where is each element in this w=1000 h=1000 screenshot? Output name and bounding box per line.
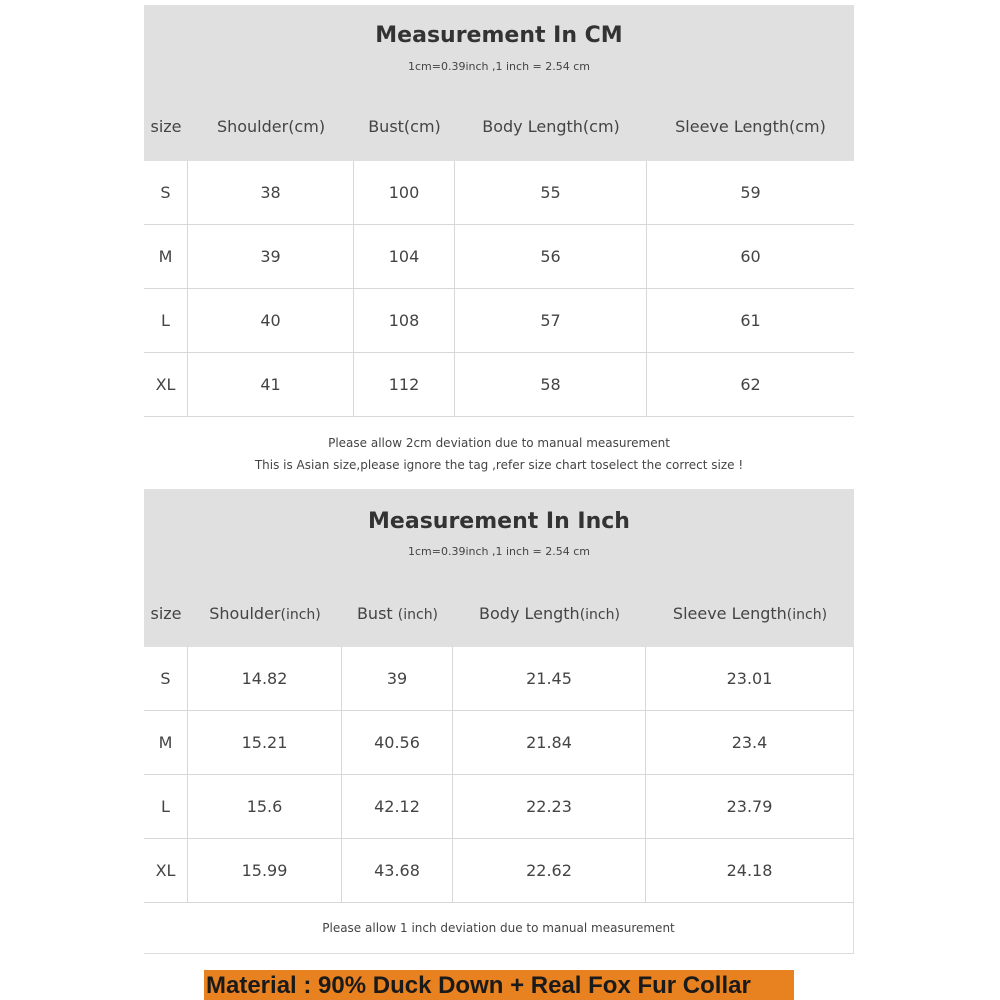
size-cell: M [144, 711, 188, 774]
sleeve-length-cell: 23.79 [726, 797, 773, 816]
sleeve-length-cell: 59 [740, 183, 761, 202]
inch-chart-title: Measurement In Inch [368, 509, 630, 534]
shoulder-cell: 38 [188, 161, 354, 224]
shoulder-cell: 41 [188, 353, 354, 416]
inch-chart-subtitle: 1cm=0.39inch ,1 inch = 2.54 cm [407, 545, 590, 558]
table-row [144, 711, 854, 775]
shoulder-cell: 15.21 [188, 711, 342, 774]
inch-header-body-length: Body Length(inch) [479, 604, 620, 623]
shoulder-cell: 39 [188, 225, 354, 288]
cm-deviation-note: Please allow 2cm deviation due to manual measurement [328, 436, 670, 450]
size-cell: XL [144, 839, 188, 902]
cm-header-bust: Bust(cm) [368, 117, 441, 136]
inch-header-sleeve-length: Sleeve Length(inch) [672, 604, 828, 623]
body-length-cell: 22.62 [453, 839, 646, 902]
body-length-cell: 55 [455, 161, 647, 224]
cm-chart-title: Measurement In CM [375, 23, 623, 48]
cm-header-shoulder: Shoulder(cm) [216, 117, 326, 136]
inch-header-size: size [150, 604, 182, 623]
cm-chart-subtitle: 1cm=0.39inch ,1 inch = 2.54 cm [407, 60, 590, 73]
size-cell: L [144, 289, 188, 352]
table-row [144, 647, 854, 711]
cm-header-size: size [150, 117, 182, 136]
cm-header-body-length: Body Length(cm) [482, 117, 620, 136]
material-banner: Material : 90% Duck Down + Real Fox Fur Collar [204, 970, 794, 1000]
table-row [144, 839, 854, 903]
table-row [144, 353, 854, 417]
bust-cell: 100 [354, 161, 455, 224]
sleeve-length-cell: 62 [740, 375, 761, 394]
table-row [144, 289, 854, 353]
sleeve-length-cell: 23.4 [731, 733, 768, 752]
size-cell: L [144, 775, 188, 838]
sleeve-length-cell: 24.18 [726, 861, 773, 880]
body-length-cell: 57 [455, 289, 647, 352]
shoulder-cell: 14.82 [188, 647, 342, 710]
asian-size-note: This is Asian size,please ignore the tag ,refer size chart toselect the correct size ! [254, 458, 744, 472]
shoulder-cell: 40 [188, 289, 354, 352]
bust-cell: 43.68 [342, 839, 453, 902]
size-cell: S [144, 161, 188, 224]
inch-deviation-note: Please allow 1 inch deviation due to manual measurement [322, 921, 675, 935]
bust-cell: 39 [342, 647, 453, 710]
body-length-cell: 21.45 [453, 647, 646, 710]
table-row [144, 161, 854, 225]
bust-cell: 112 [354, 353, 455, 416]
cm-header-row [144, 112, 854, 142]
body-length-cell: 58 [455, 353, 647, 416]
body-length-cell: 56 [455, 225, 647, 288]
inch-header-shoulder: Shoulder(inch) [209, 604, 321, 623]
cm-size-chart [144, 5, 854, 488]
cm-header-sleeve-length: Sleeve Length(cm) [675, 117, 826, 136]
sleeve-length-cell: 60 [740, 247, 761, 266]
shoulder-cell: 15.99 [188, 839, 342, 902]
sleeve-length-cell: 23.01 [726, 669, 773, 688]
bust-cell: 104 [354, 225, 455, 288]
sleeve-length-cell: 61 [740, 311, 761, 330]
bust-cell: 42.12 [342, 775, 453, 838]
inch-header-row [144, 599, 854, 629]
inch-size-chart [144, 489, 854, 954]
table-row [144, 775, 854, 839]
bust-cell: 108 [354, 289, 455, 352]
bust-cell: 40.56 [342, 711, 453, 774]
size-cell: S [144, 647, 188, 710]
body-length-cell: 22.23 [453, 775, 646, 838]
inch-chart-header [144, 489, 854, 647]
shoulder-cell: 15.6 [188, 775, 342, 838]
cm-chart-header [144, 5, 854, 161]
size-cell: M [144, 225, 188, 288]
body-length-cell: 21.84 [453, 711, 646, 774]
table-row [144, 225, 854, 289]
size-cell: XL [144, 353, 188, 416]
inch-header-bust: Bust (inch) [356, 604, 439, 623]
